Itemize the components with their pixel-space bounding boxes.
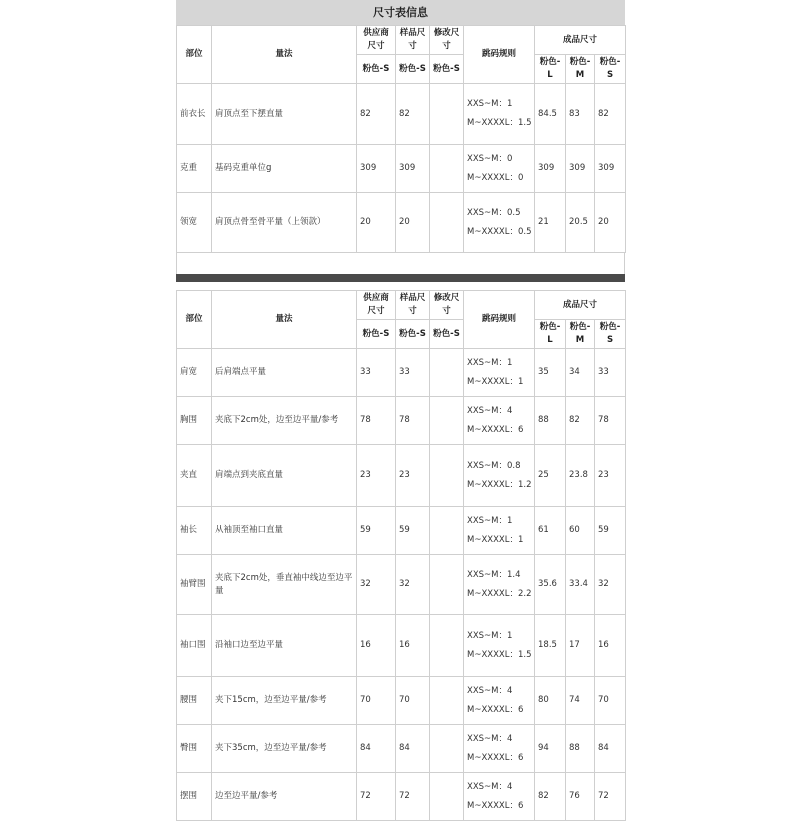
header-method: 量法 [212,26,357,84]
cell-part: 袖长 [177,507,212,555]
cell-sample-size: 33 [396,349,430,397]
cell-size-m: 82 [566,397,595,445]
cell-sample-size: 309 [396,145,430,193]
cell-size-s: 70 [595,677,626,725]
rule-line-2: M~XXXXL：0 [467,172,524,183]
header-supplier-size: 供应商尺寸 [357,291,396,320]
header-modified-size: 修改尺寸 [430,26,464,55]
rule-line-1: XXS~M：1 [467,357,513,368]
rule-line-2: M~XXXXL：6 [467,800,524,811]
subheader-size-s: 粉色-S [595,320,626,349]
cell-size-s: 32 [595,555,626,615]
cell-modified-size [430,677,464,725]
rule-line-1: XXS~M：4 [467,781,513,792]
rule-line-1: XXS~M：0 [467,153,513,164]
header-sample-size: 样品尺寸 [396,26,430,55]
cell-supplier-size: 82 [357,84,396,145]
section-divider [176,274,625,282]
cell-size-rule [464,615,535,677]
table-row [177,145,626,193]
table-row [177,725,626,773]
cell-size-l: 88 [535,397,566,445]
cell-size-s: 20 [595,193,626,253]
table-row [177,193,626,253]
cell-size-l: 84.5 [535,84,566,145]
rule-line-1: XXS~M：4 [467,685,513,696]
cell-sample-size: 84 [396,725,430,773]
cell-size-m: 34 [566,349,595,397]
cell-part: 夹直 [177,445,212,507]
subheader-modified: 粉色-S [430,55,464,84]
cell-size-s: 72 [595,773,626,821]
cell-size-s: 16 [595,615,626,677]
rule-line-2: M~XXXXL：1.2 [467,479,532,490]
cell-size-l: 25 [535,445,566,507]
cell-supplier-size: 309 [357,145,396,193]
size-table-2 [176,290,626,821]
cell-supplier-size: 59 [357,507,396,555]
header-size-rule: 跳码规则 [464,26,535,84]
header-supplier-size: 供应商尺寸 [357,26,396,55]
cell-supplier-size: 16 [357,615,396,677]
subheader-size-m: 粉色-M [566,320,595,349]
cell-method: 夹底下2cm处，边至边平量/参考 [212,397,357,445]
cell-part: 腰围 [177,677,212,725]
subheader-size-m: 粉色-M [566,55,595,84]
cell-size-l: 94 [535,725,566,773]
size-table-1 [176,25,626,253]
cell-supplier-size: 32 [357,555,396,615]
cell-size-m: 88 [566,725,595,773]
cell-part: 摆围 [177,773,212,821]
rule-line-2: M~XXXXL：6 [467,752,524,763]
section-gap [176,252,625,274]
cell-modified-size [430,555,464,615]
cell-size-s: 23 [595,445,626,507]
rule-line-2: M~XXXXL：6 [467,704,524,715]
size-chart-title: 尺寸表信息 [176,0,625,25]
rule-line-2: M~XXXXL：1 [467,376,524,387]
cell-size-rule [464,397,535,445]
cell-size-m: 60 [566,507,595,555]
section-spacer [176,282,625,290]
cell-size-m: 83 [566,84,595,145]
cell-size-m: 17 [566,615,595,677]
subheader-sample: 粉色-S [396,320,430,349]
cell-size-rule [464,145,535,193]
cell-size-l: 18.5 [535,615,566,677]
subheader-supplier: 粉色-S [357,320,396,349]
header-row [177,291,626,320]
rule-line-1: XXS~M：0.5 [467,207,521,218]
cell-sample-size: 16 [396,615,430,677]
table-row [177,615,626,677]
cell-modified-size [430,193,464,253]
cell-supplier-size: 70 [357,677,396,725]
cell-modified-size [430,84,464,145]
rule-line-2: M~XXXXL：1 [467,534,524,545]
rule-line-2: M~XXXXL：1.5 [467,118,532,128]
cell-size-m: 20.5 [566,193,595,253]
cell-size-m: 309 [566,145,595,193]
header-size-rule: 跳码规则 [464,291,535,349]
table-row [177,773,626,821]
cell-size-s: 84 [595,725,626,773]
cell-size-rule [464,725,535,773]
cell-modified-size [430,397,464,445]
subheader-size-l: 粉色-L [535,55,566,84]
cell-method: 沿袖口边至边平量 [212,615,357,677]
cell-size-s: 309 [595,145,626,193]
cell-method: 从袖顶至袖口直量 [212,507,357,555]
rule-line-1: XXS~M：0.8 [467,460,521,471]
cell-supplier-size: 72 [357,773,396,821]
cell-size-l: 309 [535,145,566,193]
rule-line-1: XXS~M：4 [467,733,513,744]
cell-modified-size [430,349,464,397]
cell-size-s: 82 [595,84,626,145]
cell-part: 克重 [177,145,212,193]
cell-modified-size [430,725,464,773]
header-row [177,26,626,55]
cell-size-l: 21 [535,193,566,253]
cell-modified-size [430,445,464,507]
cell-supplier-size: 33 [357,349,396,397]
rule-line-2: M~XXXXL：1.5 [467,649,532,660]
cell-sample-size: 70 [396,677,430,725]
cell-size-m: 76 [566,773,595,821]
cell-method: 肩端点到夹底直量 [212,445,357,507]
table-row [177,677,626,725]
cell-size-rule [464,193,535,253]
cell-method: 夹底下2cm处，垂直袖中线边至边平量 [212,555,357,615]
cell-size-l: 82 [535,773,566,821]
table-row [177,445,626,507]
cell-size-m: 74 [566,677,595,725]
header-part: 部位 [177,291,212,349]
table-row [177,555,626,615]
table-row [177,349,626,397]
cell-part: 领宽 [177,193,212,253]
cell-sample-size: 32 [396,555,430,615]
header-part: 部位 [177,26,212,84]
cell-size-l: 80 [535,677,566,725]
cell-size-rule [464,507,535,555]
header-finished-size: 成品尺寸 [535,26,626,55]
subheader-size-l: 粉色-L [535,320,566,349]
cell-size-s: 33 [595,349,626,397]
cell-modified-size [430,773,464,821]
cell-part: 臀围 [177,725,212,773]
cell-method: 肩顶点至下摆直量 [212,84,357,145]
cell-size-m: 23.8 [566,445,595,507]
cell-sample-size: 78 [396,397,430,445]
cell-size-rule [464,555,535,615]
cell-size-rule [464,445,535,507]
cell-size-s: 59 [595,507,626,555]
rule-line-1: XXS~M：4 [467,405,513,416]
cell-modified-size [430,507,464,555]
cell-method: 后肩端点平量 [212,349,357,397]
size-chart-container [176,0,625,821]
cell-sample-size: 72 [396,773,430,821]
rule-line-2: M~XXXXL：6 [467,424,524,435]
cell-supplier-size: 20 [357,193,396,253]
table-row [177,84,626,145]
header-finished-size: 成品尺寸 [535,291,626,320]
cell-sample-size: 59 [396,507,430,555]
table-row [177,397,626,445]
cell-size-s: 78 [595,397,626,445]
cell-size-rule [464,349,535,397]
cell-method: 夹下35cm，边至边平量/参考 [212,725,357,773]
cell-method: 边至边平量/参考 [212,773,357,821]
cell-supplier-size: 23 [357,445,396,507]
cell-part: 肩宽 [177,349,212,397]
cell-part: 袖臂围 [177,555,212,615]
rule-line-2: M~XXXXL：2.2 [467,588,532,599]
header-method: 量法 [212,291,357,349]
cell-method: 肩顶点骨至骨平量（上领款） [212,193,357,253]
rule-line-1: XXS~M：1 [467,99,513,109]
rule-line-1: XXS~M：1 [467,630,513,641]
rule-line-1: XXS~M：1 [467,515,513,526]
cell-size-rule [464,773,535,821]
subheader-supplier: 粉色-S [357,55,396,84]
cell-size-rule [464,677,535,725]
cell-part: 胸围 [177,397,212,445]
cell-sample-size: 23 [396,445,430,507]
header-sample-size: 样品尺寸 [396,291,430,320]
cell-supplier-size: 84 [357,725,396,773]
table-row [177,507,626,555]
cell-size-m: 33.4 [566,555,595,615]
cell-sample-size: 82 [396,84,430,145]
cell-sample-size: 20 [396,193,430,253]
cell-supplier-size: 78 [357,397,396,445]
rule-line-1: XXS~M：1.4 [467,569,521,580]
cell-method: 夹下15cm，边至边平量/参考 [212,677,357,725]
cell-size-l: 35.6 [535,555,566,615]
cell-size-l: 61 [535,507,566,555]
subheader-size-s: 粉色-S [595,55,626,84]
cell-modified-size [430,615,464,677]
subheader-modified: 粉色-S [430,320,464,349]
cell-size-l: 35 [535,349,566,397]
rule-line-2: M~XXXXL：0.5 [467,226,532,237]
header-modified-size: 修改尺寸 [430,291,464,320]
cell-method: 基码克重单位g [212,145,357,193]
cell-part: 袖口围 [177,615,212,677]
cell-size-rule [464,84,535,145]
subheader-sample: 粉色-S [396,55,430,84]
cell-part: 前衣长 [177,84,212,145]
cell-modified-size [430,145,464,193]
